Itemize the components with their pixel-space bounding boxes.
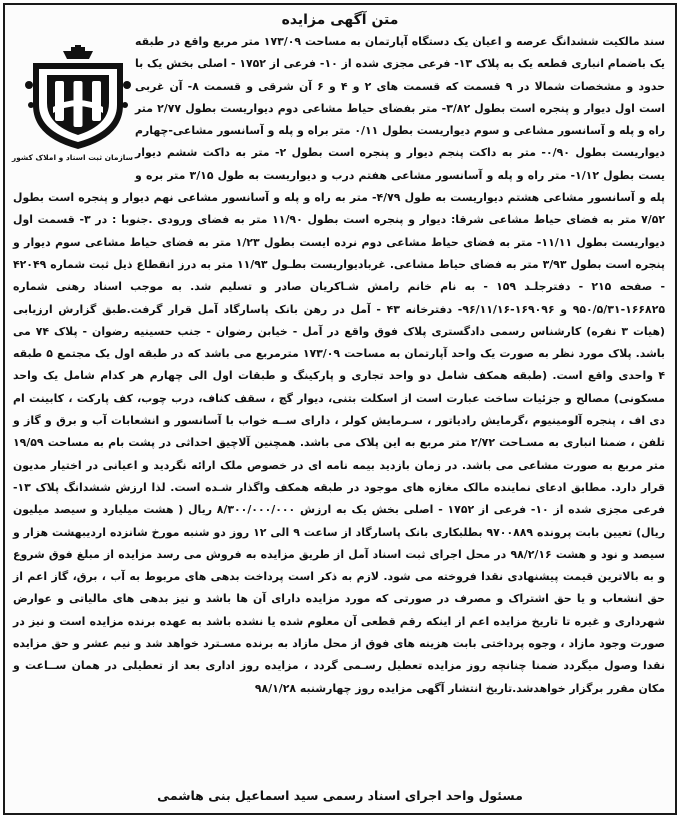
notice-frame — [3, 3, 677, 815]
notice-signature: مسئول واحد اجرای اسناد رسمی سید اسماعیل بنی هاشمی — [157, 788, 523, 803]
notice-body-text: سند مالکیت ششدانگ عرصه و اعیان یک دستگاه آپارتمان به مساحت ۱۷۳/۰۹ متر مربع واقع در طبقه یک باضمام انباری قطعه یک به پلاک ۱۳- فرعی مجزی شده از ۱۰- فرعی از ۱۷۵۲ - اصلی بخش یک با حدود و مشخصات شمالا در ۹ قسمت که قسمت های ۲ و ۴ و ۶ آن شرقی و قسمت ۸- آن غربی است اول دیوار و پنجره است بطول ۳/۸۲- متر بفضای حیاط مشاعی دوم دیواریست بطول ۲/۷۷ متر راه و پله و آسانسور مشاعی و سوم دیواریست بطول ۰/۱۱ متر براه و پله و آسانسور مشاعی-چهارم دیواریست بطول ۰/۹۰- متر به داکت پنجم دیوار و پنجره است بطول ۲- متر به داکت ششم دیوار یست بطول ۱/۱۲- متر راه و پله و آسانسور مشاعی هفتم درب و دیواریست به طول ۳/۱۵ متر بره و پله و آسانسور مشاعی هشتم دیواریست به طول ۴/۷۹- متر به راه و پله و آسانسور مشاعی نهم دیوار و پنجره است بطول ۷/۵۲ متر به فضای حیاط مشاعی شرقا: دیوار و پنجره است بطول ۱۱/۹۰ متر به فضای ورودی .جنوبا : در ۳- قسمت اول دیواریست بطول ۱۱/۱۱- متر به فضای حیاط مشاعی دوم نرده ایست بطول ۱/۲۳ متر به فضای حیاط مشاعی سوم دیوار و پنجره است بطول ۳/۹۳ متر به فضای حیاط مشاعی. غربادیواریست بطـول ۱۱/۹۳ متر به درز انقطاع ذیل ثبت شماره ۴۲۰۴۹ - صفحه ۲۱۵ - دفترجلـد ۱۵۹ - به نام خانم رامش شـاکریان صادر و تسلیم شد. به موجب اسناد رهنی شماره ۱۶۶۸۲۵-۹۵۰/۵/۳۱ و ۱۶۹۰۹۶-۹۶/۱۱/۱۶- دفترخانه ۴۳ - آمل در رهن بانک پاسارگاد آمل قرار گرفت.طبق گزارش ارزیابی (هیات ۳ نفره) کارشناس رسمی دادگستری پلاک فوق واقع در آمل - خیابن رضوان - جنب حسینیه رضوان - پلاک ۷۴ می باشد. پلاک مورد نظر به صورت یک واحد آپارتمان به مساحت ۱۷۳/۰۹ مترمربع می باشد که در طبقه اول یک مجتمع ۵ طبقه ۴ واحدی واقع است. (طبقه همکف شامل دو واحد تجاری و پارکینگ و طبقات اول الی چهارم هر کدام شامل یک واحد مسکونی) مصالح و جزئیات ساخت عبارت است از اسکلت بتنی، دیوار گچ ، سقف کناف، درب چوب، کف پارکت ، کابینت ام دی اف ، پنجره آلومینیوم ،گرمایش رادیاتور ، سـرمایش کولر ، دارای ســه خواب با آسانسور و انشعابات آب و برق و گاز و تلفن ، ضمنا انباری به مسـاحت ۲/۷۲ متر مربع به این پلاک می باشد. همچنین آلاچیق احداثی در پشت بام به مساحت ۱۹/۵۹ متر مربع به صورت مشاعی می باشد. در زمان بازدید بیمه نامه ای در خصوص ملک ارائه نگردید و اعیانی در اختیار مدیون قرار دارد. مطابق ادعای نماینده مالک مغازه های موجود در طبقه همکف واگذار شـده است. لذا ارزش ششدانگ پلاک ۱۳- فرعی مجزی شده از ۱۰- فرعی از ۱۷۵۲ - اصلی بخش یک به ارزش ۸/۳۰۰/۰۰۰/۰۰۰ ریال ( هشت میلیارد و سیصد میلیون ریال) تعیین بابت پرونده ۹۷۰۰۸۸۹ بطلبکاری بانک پاسارگاد از ساعت ۹ الی ۱۲ روز دو شنبه مورخ شانزده اردیبهشت هزار و سیصد و نود و هشت ۹۸/۲/۱۶ در محل اجرای ثبت اسناد آمل از طریق مزایده به فروش می رسد مزایده از مبلغ فوق شروع و به بالاترین قیمت پیشنهادی نقدا فروخته می شود. لازم به ذکر است پرداخت بدهی های مربوط به آب ، برق، گاز اعم از حق انشعاب و یا حق اشتراک و مصرف در صورتی که مورد مزایده دارای آن ها باشد و نیز بدهی های مالیاتی و عوارض شهرداری و غیره تا تاریخ مزایده اعم از اینکه رقم قطعی آن معلوم شده یا نشده باشد به عهده برنده مزایده است و نیز در صورت وجود مازاد ، وجوه پرداختی بابت هزینه های فوق از محل مازاد به برنده مسـترد خواهد شد و نیم عشر و حق مزایده نقدا وصول میگردد ضمنا چنانچه روز مزایده تعطیل رسـمی گردد ، مزایده روز اداری بعد از تعطیلی در همان ســاعت و مکان مقرر برگزار خواهدشد.تاریخ انتشار آگهی مزایده روز چهارشنبه ۹۸/۱/۲۸ — [13, 35, 666, 695]
registry-emblem-icon — [23, 45, 133, 153]
notice-title: متن آگهی مزایده — [281, 12, 399, 28]
registry-logo — [11, 45, 133, 170]
logo-caption: سازمان ثبت اسناد و املاک کشور — [11, 153, 133, 162]
